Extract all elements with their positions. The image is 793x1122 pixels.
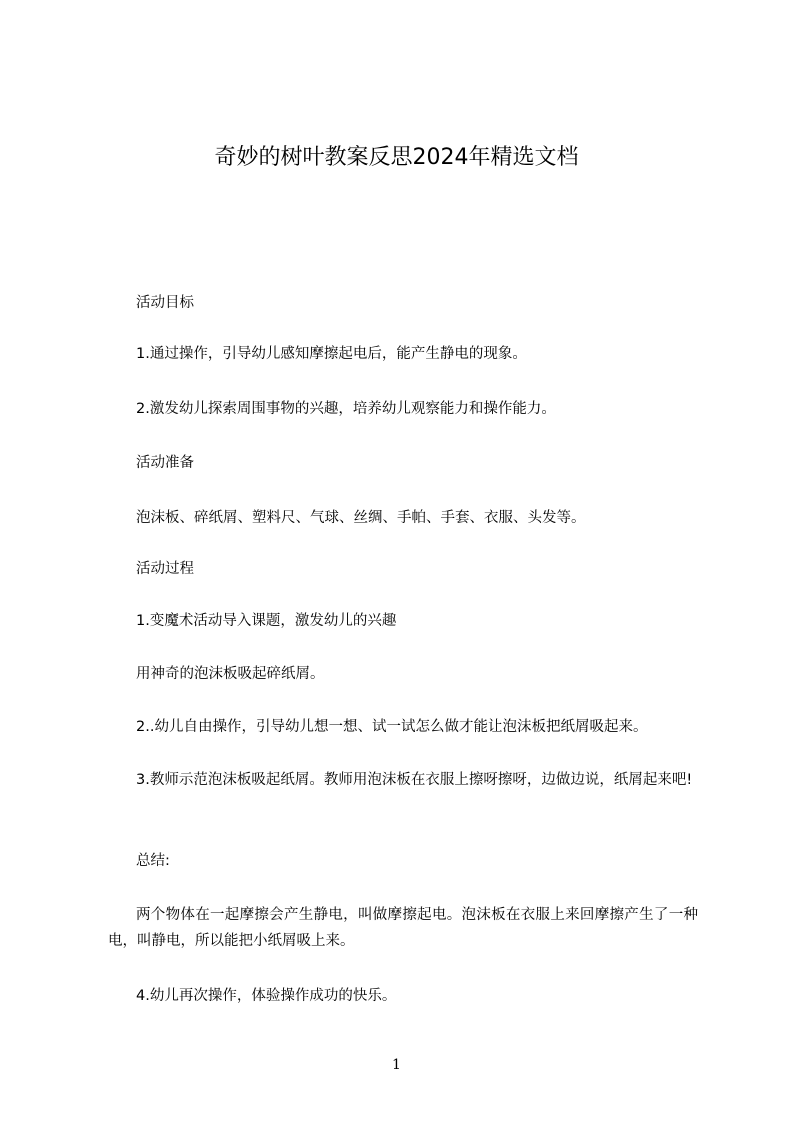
goal-item-1: 1.通过操作，引导幼儿感知摩擦起电后，能产生静电的现象。 bbox=[136, 346, 527, 362]
process-step-4: 4.幼儿再次操作，体验操作成功的快乐。 bbox=[136, 988, 397, 1004]
process-step-1: 1.变魔术活动导入课题，激发幼儿的兴趣 bbox=[136, 613, 397, 629]
section-heading-process: 活动过程 bbox=[136, 561, 194, 577]
goal-item-2: 2.激发幼儿探索周围事物的兴趣，培养幼儿观察能力和操作能力。 bbox=[136, 401, 556, 417]
process-step-3: 3.教师示范泡沫板吸起纸屑。教师用泡沫板在衣服上擦呀擦呀，边做边说，纸屑起来吧! bbox=[136, 772, 693, 788]
summary-heading: 总结: bbox=[136, 853, 170, 869]
summary-text: 两个物体在一起摩擦会产生静电，叫做摩擦起电。泡沫板在衣服上来回摩擦产生了一种电，叫静电，所以能把小纸屑吸上来。 bbox=[108, 907, 698, 949]
page-number: 1 bbox=[392, 1057, 401, 1073]
section-heading-goals: 活动目标 bbox=[136, 295, 194, 311]
document-title: 奇妙的树叶教案反思2024年精选文档 bbox=[214, 145, 579, 170]
process-step-2: 2..幼儿自由操作，引导幼儿想一想、试一试怎么做才能让泡沫板把纸屑吸起来。 bbox=[136, 719, 648, 735]
materials-list: 泡沫板、碎纸屑、塑料尺、气球、丝绸、手帕、手套、衣服、头发等。 bbox=[136, 510, 586, 526]
process-step-1-detail: 用神奇的泡沫板吸起碎纸屑。 bbox=[136, 666, 325, 682]
section-heading-preparation: 活动准备 bbox=[136, 455, 194, 471]
